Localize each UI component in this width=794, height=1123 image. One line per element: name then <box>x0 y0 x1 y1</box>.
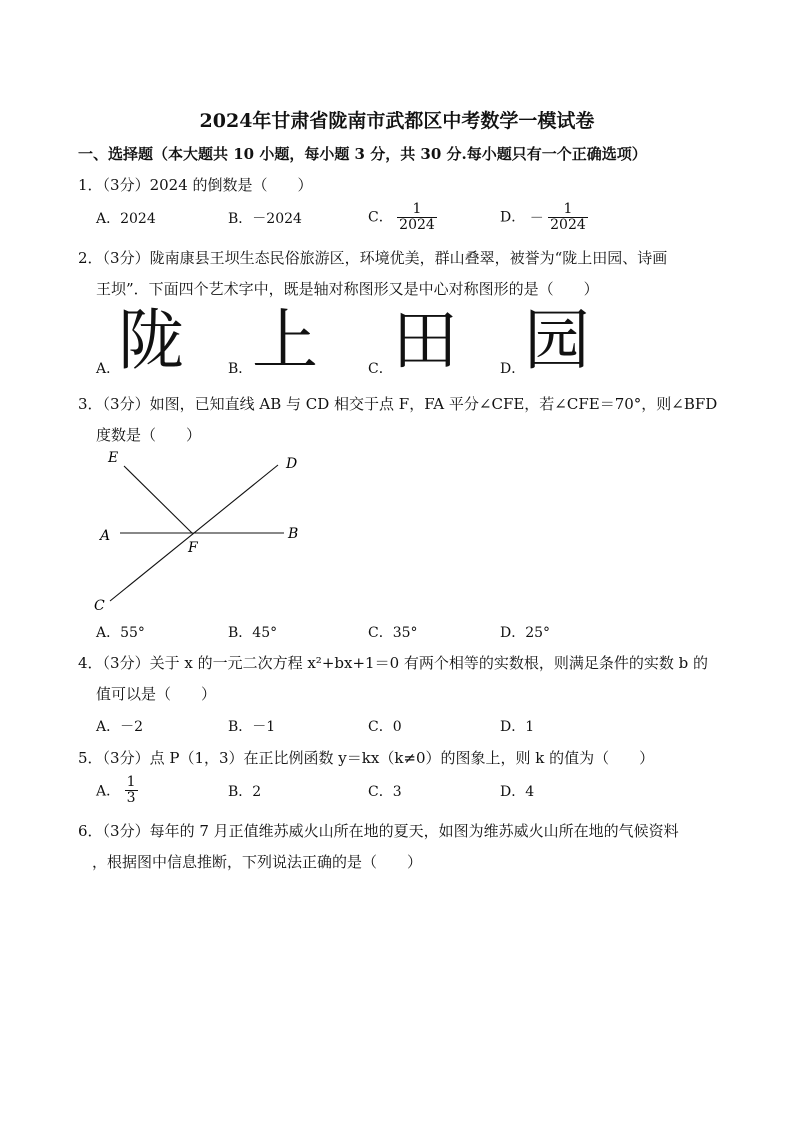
q1-option-c-label: C． <box>368 209 393 226</box>
question-4-line-2: 值可以是（ ） <box>96 685 217 703</box>
q1-option-b: B．－2024 <box>228 211 302 227</box>
q2-option-a-label: A． <box>96 361 121 377</box>
question-6-line-2: ，根据图中信息推断，下列说法正确的是（ ） <box>92 853 423 871</box>
q2-option-d-char: 园 <box>524 302 590 379</box>
point-a-label: A <box>100 528 111 544</box>
q5-option-c: C．3 <box>368 784 402 800</box>
fraction-denominator: 2024 <box>399 217 435 233</box>
q2-option-b-label: B． <box>228 361 253 377</box>
point-d-label: D <box>286 456 298 472</box>
geometry-figure <box>88 446 318 616</box>
q2-option-c-label: C． <box>368 361 393 377</box>
q4-option-b: B．－1 <box>228 719 276 735</box>
q1-option-d-sign: － <box>529 210 544 227</box>
q1-option-c-fraction <box>397 202 437 233</box>
q5-option-b: B．2 <box>228 784 262 800</box>
question-3-line-1: 3．（3分）如图，已知直线 AB 与 CD 相交于点 F，FA 平分∠CFE，若∠CFE＝70°，则∠BFD <box>78 395 718 413</box>
q2-option-d-label: D． <box>500 361 526 377</box>
q1-option-d <box>500 202 588 233</box>
q5-option-d: D．4 <box>500 784 535 800</box>
fraction-denominator: 2024 <box>550 217 586 233</box>
fraction-numerator: 1 <box>548 202 588 218</box>
point-f-label: F <box>188 540 198 556</box>
q1-option-a: A．2024 <box>96 211 156 227</box>
fraction-denominator: 3 <box>126 790 136 806</box>
question-3-line-2: 度数是（ ） <box>96 426 202 444</box>
point-b-label: B <box>288 526 299 542</box>
q2-option-b-char: 上 <box>252 302 318 379</box>
point-c-label: C <box>94 598 105 614</box>
q3-option-c: C．35° <box>368 625 418 641</box>
q4-option-d: D．1 <box>500 719 535 735</box>
question-4-line-1: 4．（3分）关于 x 的一元二次方程 x²+bx+1＝0 有两个相等的实数根，则满足条件的实数 b 的 <box>78 654 709 672</box>
section-heading: 一、选择题（本大题共 10 小题，每小题 3 分，共 30 分.每小题只有一个正确选项） <box>78 145 647 163</box>
fraction-numerator: 1 <box>126 774 136 790</box>
q2-option-c-char: 田 <box>392 302 458 379</box>
q4-option-a: A．－2 <box>96 719 144 735</box>
q1-option-d-label: D． <box>500 209 526 226</box>
q2-option-a-char: 陇 <box>118 302 184 379</box>
q5-option-a-fraction <box>125 775 138 806</box>
ray-fe <box>124 466 192 533</box>
page-title: 2024年甘肃省陇南市武都区中考数学一模试卷 <box>199 110 595 132</box>
fraction-numerator: 1 <box>397 202 437 218</box>
question-6-line-1: 6．（3分）每年的 7 月正值维苏威火山所在地的夏天，如图为维苏威火山所在地的气候资料 <box>78 822 679 840</box>
question-5-text: 5．（3分）点 P（1，3）在正比例函数 y＝kx（k≠0）的图象上，则 k 的值为（ ） <box>78 749 655 767</box>
q3-option-a: A．55° <box>96 625 145 641</box>
q3-option-d: D．25° <box>500 625 551 641</box>
q4-option-c: C．0 <box>368 719 402 735</box>
q1-option-c <box>368 202 437 233</box>
q1-option-d-fraction <box>548 202 588 233</box>
q3-option-b: B．45° <box>228 625 278 641</box>
point-e-label: E <box>108 450 119 466</box>
question-2-line-2: 王坝”．下面四个艺术字中，既是轴对称图形又是中心对称图形的是（ ） <box>96 280 599 298</box>
question-2-line-1: 2．（3分）陇南康县王坝生态民俗旅游区，环境优美，群山叠翠，被誉为“陇上田园、诗画 <box>78 249 668 267</box>
q5-option-a <box>96 775 138 806</box>
question-1-text: 1．（3分）2024 的倒数是（ ） <box>78 176 313 194</box>
q5-option-a-label: A． <box>96 783 121 800</box>
